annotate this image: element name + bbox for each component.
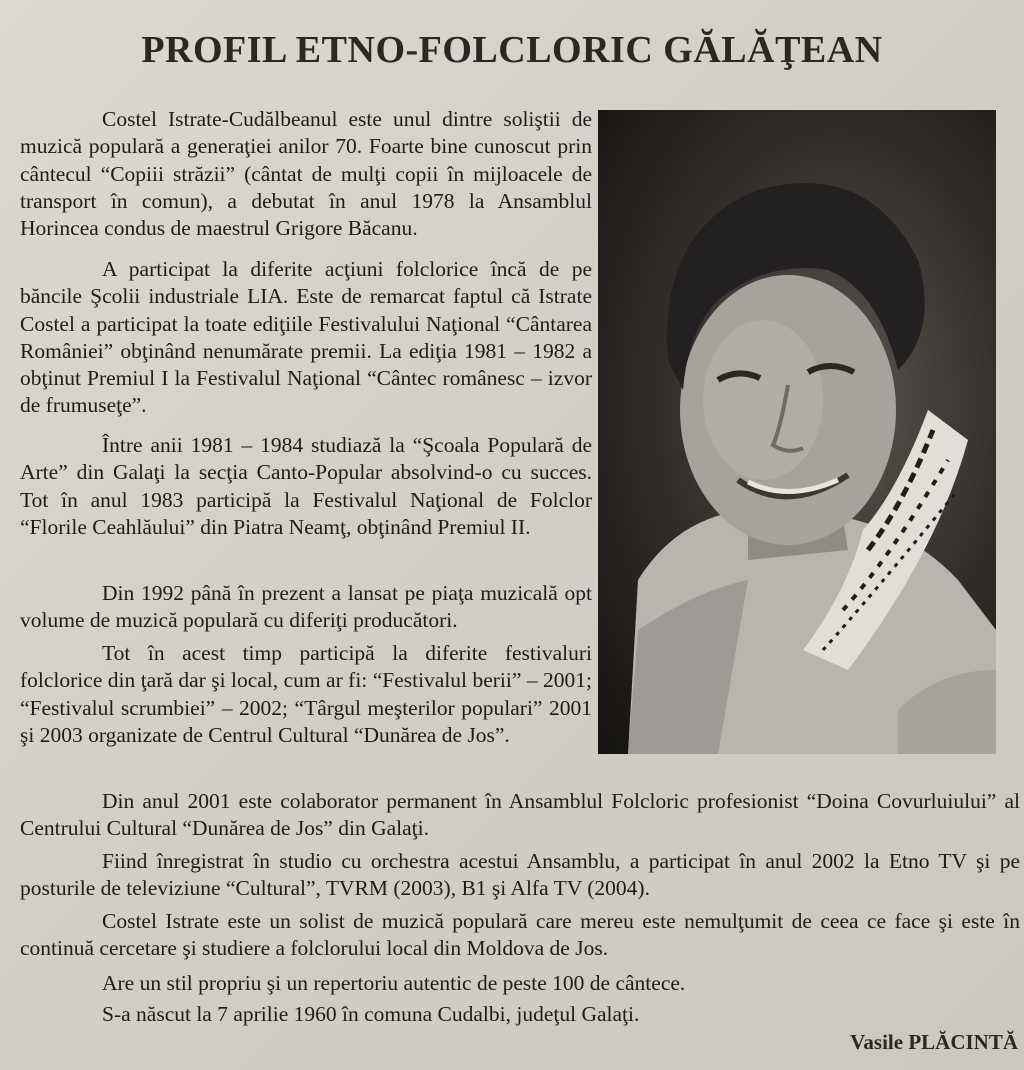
paragraph-3: Între anii 1981 – 1984 studiază la “Şcoala Populară de Arte” din Galaţi la secţia Canto-Popular absolvind-o cu succes. Tot în anul 1983 participă la Festivalul Naţional de Folclor “Florile Ceahlăului” din Piatra Neamţ, obţinând Premiul II.	[20, 433, 592, 539]
article-title: PROFIL ETNO-FOLCLORIC GĂLĂŢEAN	[141, 29, 883, 71]
singer-portrait-photo	[598, 110, 996, 754]
paragraph-6: Din anul 2001 este colaborator permanent în Ansamblul Folcloric profesionist “Doina Covurluiului” al Centrului Cultural “Dunărea de Jos” din Galaţi.	[20, 789, 1020, 841]
paragraph-5: Tot în acest timp participă la diferite festivaluri folclorice din ţară dar şi local, cum ar fi: “Festivalul berii” – 2001; “Festivalul scrumbiei” – 2002; “Târgul meşterilor populari” 2001 şi 2003 organizate de Centrul Cultural “Dunărea de Jos”.	[20, 641, 592, 747]
paragraph-2: A participat la diferite acţiuni folclorice încă de pe băncile Şcolii industriale LIA. Este de remarcat faptul că Istrate Costel a participat la toate ediţiile Festivalului Naţional “Cântarea României” obţinând nenumărate premii. La ediţia 1981 – 1982 a obţinut Premiul I la Festivalul Naţional “Cântec românesc – izvor de frumuseţe”.	[20, 257, 592, 418]
paragraph-8: Costel Istrate este un solist de muzică populară care mereu este nemulţumit de ceea ce face şi este în continuă cercetare şi studiere a folclorului local din Moldova de Jos.	[20, 909, 1020, 961]
paragraph-7: Fiind înregistrat în studio cu orchestra acestui Ansamblu, a participat în anul 2002 la Etno TV şi pe posturile de televiziune “Cultural”, TVRM (2003), B1 şi Alfa TV (2004).	[20, 849, 1020, 901]
paragraph-1: Costel Istrate-Cudălbeanul este unul dintre soliştii de muzică populară a generaţiei anilor 70. Foarte bine cunoscut prin cântecul “Copiii străzii” (cântat de mulţi copii în mijloacele de transport în comun), a debutat în anul 1978 la Ansamblul Horincea condus de maestrul Grigore Băcanu.	[20, 107, 592, 241]
paragraph-4: Din 1992 până în prezent a lansat pe piaţa muzicală opt volume de muzică populară cu diferiţi producători.	[20, 581, 592, 633]
portrait-illustration	[598, 110, 996, 754]
author-signature: Vasile PLĂCINTĂ	[850, 1030, 1018, 1054]
paragraph-9: Are un stil propriu şi un repertoriu autentic de peste 100 de cântece.	[102, 971, 686, 995]
paragraph-10: S-a născut la 7 aprilie 1960 în comuna Cudalbi, judeţul Galaţi.	[102, 1002, 640, 1026]
